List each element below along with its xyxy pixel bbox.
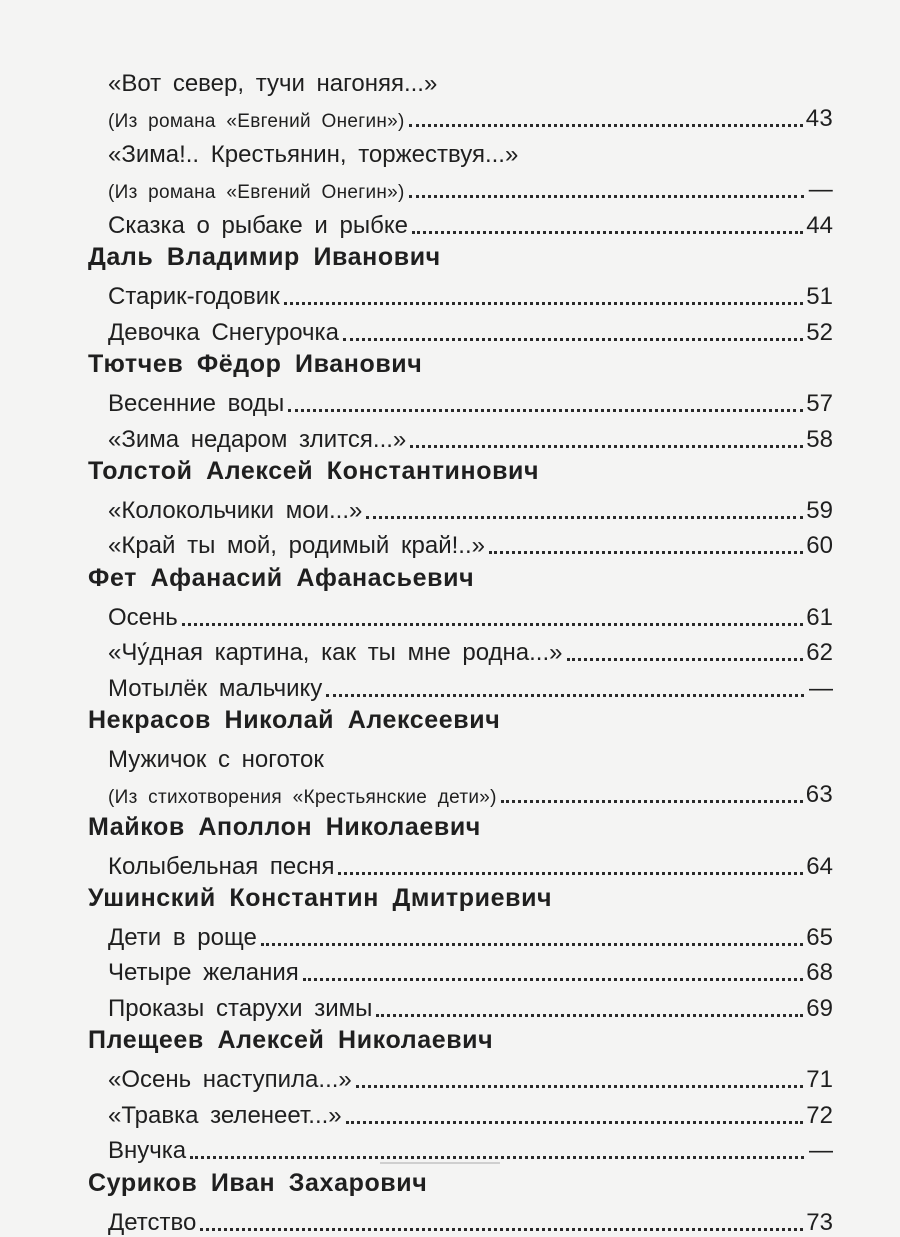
author-heading <box>88 703 833 739</box>
toc-entry <box>88 774 833 810</box>
entry-title: (Из романа «Евгений Онегин») <box>108 111 405 133</box>
entry-title: Четыре желания <box>108 959 299 987</box>
entry-title: (Из романа «Евгений Онегин») <box>108 182 405 204</box>
author-name: Фет Афанасий Афанасьевич <box>88 563 475 592</box>
entry-title: «Вот север, тучи нагоняя...» <box>108 69 438 97</box>
entry-title: «Травка зеленеет...» <box>108 1101 342 1129</box>
toc-entry <box>88 845 833 881</box>
entry-title: «Зима недаром злится...» <box>108 425 407 453</box>
entry-title: Внучка <box>108 1137 187 1165</box>
toc-entry <box>88 525 833 561</box>
author-name: Ушинский Константин Дмитриевич <box>88 883 553 912</box>
toc-entry <box>88 952 833 988</box>
toc-entry <box>88 916 833 952</box>
toc-entry <box>88 204 833 240</box>
entry-title: Осень <box>108 603 178 631</box>
page-number: 57 <box>806 389 833 417</box>
page-edge-divider <box>380 1162 500 1164</box>
page-number: 65 <box>806 923 833 951</box>
entry-title: Дети в роще <box>108 923 257 951</box>
toc-entry <box>88 133 833 169</box>
page-number: 63 <box>805 781 833 809</box>
author-name: Майков Аполлон Николаевич <box>88 812 481 841</box>
page-number: 71 <box>806 1066 833 1094</box>
dot-leader <box>338 872 803 875</box>
toc-entry <box>88 382 833 418</box>
page-number: 69 <box>806 995 833 1023</box>
author-name: Суриков Иван Захарович <box>88 1168 428 1197</box>
entry-title: Проказы старухи зимы <box>108 995 373 1023</box>
page-number: 59 <box>806 496 833 524</box>
author-heading <box>88 347 833 383</box>
dot-leader <box>200 1228 803 1231</box>
page-number: 72 <box>806 1101 833 1129</box>
page-number: 73 <box>806 1208 833 1236</box>
page-number: 61 <box>806 603 833 631</box>
entry-title: Старик-годовик <box>108 283 280 311</box>
toc-entry <box>88 276 833 312</box>
toc-entry <box>88 596 833 632</box>
author-heading <box>88 454 833 490</box>
toc-entry <box>88 418 833 454</box>
entry-title: «Осень наступила...» <box>108 1066 352 1094</box>
author-name: Некрасов Николай Алексеевич <box>88 705 501 734</box>
toc-entry <box>88 738 833 774</box>
page-number: 60 <box>806 532 833 560</box>
dot-leader <box>567 658 804 661</box>
page-number: 52 <box>806 318 833 346</box>
entry-title: (Из стихотворения «Крестьянские дети») <box>108 787 497 809</box>
toc-entry <box>88 1130 833 1166</box>
author-heading <box>88 809 833 845</box>
page-number: 43 <box>805 105 833 133</box>
dot-leader <box>343 338 803 341</box>
entry-title: Мужичок с ноготок <box>108 745 324 773</box>
toc-entry <box>88 62 833 98</box>
toc-entry <box>88 98 833 134</box>
page-number: 64 <box>806 852 833 880</box>
entry-title: «Колокольчики мои...» <box>108 496 363 524</box>
toc-entry <box>88 667 833 703</box>
table-of-contents <box>88 62 833 1237</box>
toc-entry <box>88 169 833 205</box>
page-number: — <box>808 176 833 204</box>
page-number: — <box>809 1137 833 1165</box>
page-number: 51 <box>806 283 833 311</box>
toc-entry <box>88 1094 833 1130</box>
toc-entry <box>88 1201 833 1237</box>
author-heading <box>88 881 833 917</box>
entry-title: «Чу́дная картина, как ты мне родна...» <box>108 639 563 667</box>
toc-entry <box>88 311 833 347</box>
dot-leader <box>303 978 804 981</box>
entry-title: Девочка Снегурочка <box>108 318 339 346</box>
page-number: — <box>809 674 833 702</box>
toc-entry <box>88 489 833 525</box>
author-name: Плещеев Алексей Николаевич <box>88 1026 494 1055</box>
author-heading <box>88 240 833 276</box>
page-number: 44 <box>806 211 833 239</box>
dot-leader <box>366 516 803 519</box>
dot-leader <box>501 800 803 803</box>
author-name: Тютчев Фёдор Иванович <box>88 350 423 379</box>
toc-entry <box>88 632 833 668</box>
entry-title: «Зима!.. Крестьянин, торжествуя...» <box>108 140 519 168</box>
dot-leader <box>182 623 804 626</box>
dot-leader <box>288 409 803 412</box>
entry-title: Детство <box>108 1208 197 1236</box>
dot-leader <box>346 1121 804 1124</box>
author-heading <box>88 1023 833 1059</box>
entry-title: Весенние воды <box>108 389 285 417</box>
entry-title: Сказка о рыбаке и рыбке <box>108 211 408 239</box>
dot-leader <box>326 694 804 697</box>
toc-entry <box>88 987 833 1023</box>
dot-leader <box>356 1085 804 1088</box>
dot-leader <box>489 551 803 554</box>
dot-leader <box>376 1014 803 1017</box>
page-number: 58 <box>806 425 833 453</box>
toc-entry <box>88 1059 833 1095</box>
page-number: 62 <box>806 639 833 667</box>
entry-title: Мотылёк мальчику <box>108 674 323 702</box>
dot-leader <box>284 302 804 305</box>
page-number: 68 <box>806 959 833 987</box>
entry-title: «Край ты мой, родимый край!..» <box>108 532 485 560</box>
author-name: Даль Владимир Иванович <box>88 243 441 272</box>
dot-leader <box>190 1156 804 1159</box>
dot-leader <box>410 445 803 448</box>
dot-leader <box>412 231 803 234</box>
entry-title: Колыбельная песня <box>108 852 335 880</box>
dot-leader <box>261 943 803 946</box>
dot-leader <box>409 124 803 127</box>
author-heading <box>88 1165 833 1201</box>
dot-leader <box>409 195 804 198</box>
author-name: Толстой Алексей Константинович <box>88 456 540 485</box>
author-heading <box>88 560 833 596</box>
